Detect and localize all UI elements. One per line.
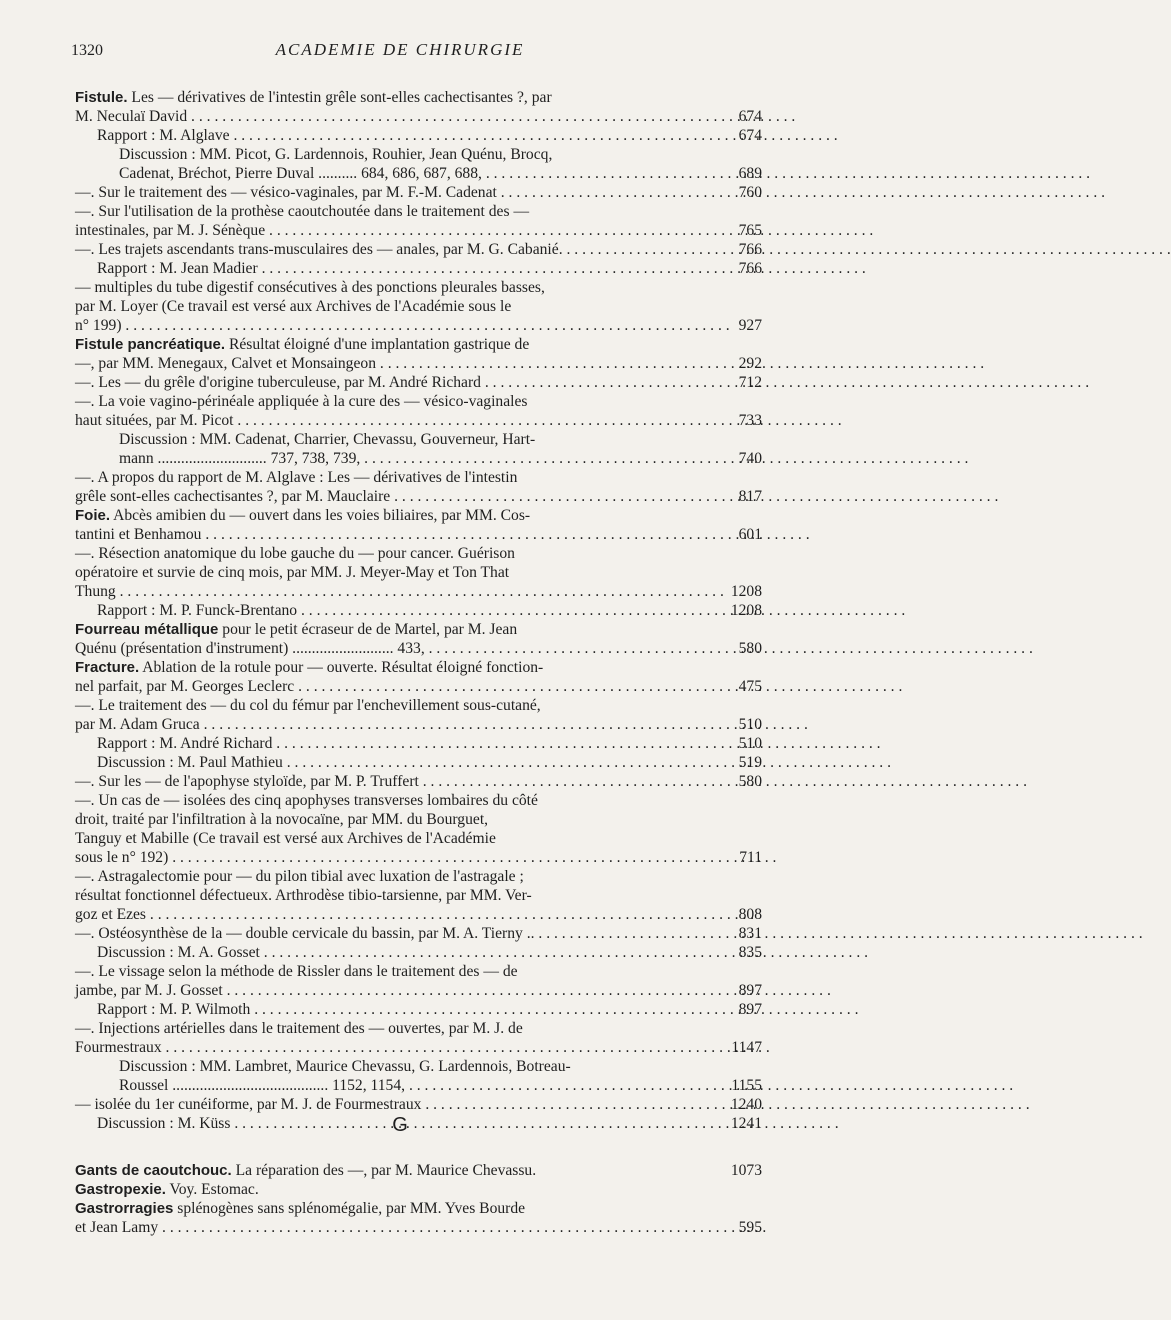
index-entry [75, 259, 762, 278]
index-entry [75, 335, 762, 373]
page-header [71, 40, 725, 66]
entry-line [75, 468, 710, 487]
index-entry [75, 183, 762, 202]
entry-line [75, 582, 710, 601]
entry-text: Tanguy et Mabille (Ce travail est versé aux Archives de l'Académie [75, 830, 496, 847]
entry-text: sous le n° 192) [75, 849, 169, 866]
entry-text: Cadenat, Bréchot, Pierre Duval .......... 684, 686, 687, 688, [119, 165, 482, 182]
entry-line [75, 810, 710, 829]
entry-text: droit, traité par l'infiltration à la novocaïne, par MM. du Bourguet, [75, 811, 489, 828]
entry-line [75, 886, 710, 905]
entry-text: —. Sur le traitement des — vésico-vaginales, par M. F.-M. Cadenat [75, 184, 497, 201]
entry-text: —. Le vissage selon la méthode de Rissler dans le traitement des — de [75, 963, 518, 980]
page-reference: 580 [738, 773, 762, 790]
page-reference: 1241 [730, 1115, 762, 1132]
entry-line [75, 848, 710, 867]
index-entry [75, 1180, 710, 1199]
entry-text: M. Neculaï David [75, 108, 188, 125]
index-entry [75, 753, 762, 772]
index-entry [75, 962, 762, 1000]
index-entry [75, 202, 762, 240]
page-reference: 519 [738, 754, 762, 771]
entry-line [97, 1057, 710, 1076]
entry-text: —. Les — du grêle d'origine tuberculeuse, par M. André Richard [75, 374, 481, 391]
entry-line [97, 164, 710, 183]
entry-text: jambe, par M. J. Gosset [75, 982, 223, 999]
entry-line [75, 297, 710, 316]
entry-line [75, 1199, 710, 1218]
page-reference: 595 [738, 1219, 762, 1236]
page-reference: 808 [738, 906, 762, 923]
entry-line [75, 1161, 710, 1180]
entry-line [75, 962, 710, 981]
page-reference: 711 [739, 849, 762, 866]
entry-line [97, 1000, 710, 1019]
entry-line [75, 1038, 710, 1057]
entry-line [97, 259, 710, 278]
index-entry [75, 506, 762, 544]
page-reference: 835 [738, 944, 762, 961]
entry-text: Thung [75, 583, 116, 600]
index-entry [75, 240, 762, 259]
entry-line [75, 829, 710, 848]
entry-text: haut situées, par M. Picot [75, 412, 234, 429]
entry-text: mann ............................ 737, 738, 739, [119, 450, 361, 467]
page-reference: 674 [738, 127, 762, 144]
entry-line [75, 544, 710, 563]
index-entry [75, 392, 762, 430]
entry-line [75, 392, 710, 411]
entry-line [97, 145, 710, 164]
entry-line [75, 335, 710, 354]
index-entry [75, 601, 762, 620]
entry-keyword: Fourreau métallique [75, 621, 219, 638]
entry-text: —. Sur l'utilisation de la prothèse caoutchoutée dans le traitement des — [75, 203, 530, 220]
entry-line [75, 658, 710, 677]
page-reference: 1147 [731, 1039, 762, 1056]
entry-text: Discussion : MM. Picot, G. Lardennois, Rouhier, Jean Quénu, Brocq, [119, 146, 553, 163]
index-entry [75, 791, 762, 867]
entry-text: Roussel ........................................ 1152, 1154, [119, 1077, 406, 1094]
page-reference: 1240 [730, 1096, 762, 1113]
entry-line [75, 240, 710, 259]
entry-line [75, 696, 710, 715]
index-entry [75, 88, 762, 126]
entry-line [75, 1095, 710, 1114]
entry-line [75, 981, 710, 1000]
entry-line [75, 1019, 710, 1038]
page-reference: 510 [738, 716, 762, 733]
entry-text: Voy. Estomac. [169, 1181, 259, 1198]
entry-line [75, 563, 710, 582]
entry-text: —. Ostéosynthèse de la — double cervicale du bassin, par M. A. Tierny .. [75, 925, 535, 942]
entry-line [97, 430, 710, 449]
index-entry [75, 544, 762, 601]
page-reference: 897 [738, 982, 762, 999]
entry-text: Discussion : M. A. Gosset [97, 944, 260, 961]
entry-keyword: Gants de caoutchouc. [75, 1162, 232, 1179]
page-reference: 740 [738, 450, 762, 467]
entry-line [75, 791, 710, 810]
entry-line [97, 1076, 710, 1095]
entry-text: Rapport : M. Alglave [97, 127, 230, 144]
page-reference: 292 [738, 355, 762, 372]
entry-line [75, 487, 710, 506]
page-reference: 601 [738, 526, 762, 543]
entry-text: —. Le traitement des — du col du fémur par l'enchevillement sous-cutané, [75, 697, 541, 714]
page-reference: 689 [738, 165, 762, 182]
entry-line [75, 107, 710, 126]
index-entry [75, 772, 762, 791]
entry-line [75, 316, 710, 335]
entry-text: par M. Loyer (Ce travail est versé aux Archives de l'Académie sous le [75, 298, 512, 315]
page-reference: 831 [738, 925, 762, 942]
entry-text: —. La voie vagino-périnéale appliquée à la cure des — vésico-vaginales [75, 393, 528, 410]
entry-text: Rapport : M. Jean Madier [97, 260, 258, 277]
page-reference: 765 [738, 222, 762, 239]
entry-line [97, 601, 710, 620]
entry-text: —. Injections artérielles dans le traitement des — ouvertes, par M. J. de [75, 1020, 523, 1037]
entry-text: —. Un cas de — isolées des cinq apophyses transverses lombaires du côté [75, 792, 538, 809]
entry-text: nel parfait, par M. Georges Leclerc [75, 678, 295, 695]
entry-text: Discussion : MM. Lambret, Maurice Chevassu, G. Lardennois, Botreau- [119, 1058, 571, 1075]
index-entry [75, 924, 762, 943]
page-reference: 674 [738, 108, 762, 125]
entry-text: et Jean Lamy [75, 1219, 159, 1236]
entry-text: Résultat éloigné d'une implantation gastrique de [228, 336, 530, 353]
entry-line [75, 772, 710, 791]
entry-line [75, 411, 710, 430]
entry-text: résultat fonctionnel défectueux. Arthrodèse tibio-tarsienne, par MM. Ver- [75, 887, 532, 904]
entry-line [75, 639, 710, 658]
entry-line [75, 88, 710, 107]
index-entry [75, 1057, 762, 1095]
entry-line [75, 506, 710, 525]
entry-line [97, 753, 710, 772]
index-entry [75, 620, 762, 658]
index-section-f [75, 88, 762, 1133]
index-entry [75, 1000, 762, 1019]
entry-line [97, 943, 710, 962]
page-reference: 897 [738, 1001, 762, 1018]
index-entry [75, 373, 762, 392]
index-entry [75, 943, 762, 962]
entry-line [97, 449, 710, 468]
entry-line [75, 715, 710, 734]
entry-text: —. Sur les — de l'apophyse styloïde, par M. P. Truffert [75, 773, 419, 790]
page-reference: 1155 [731, 1077, 762, 1094]
entry-line [75, 183, 710, 202]
index-entry [75, 1161, 762, 1180]
index-entry [75, 1019, 762, 1057]
page-reference: 760 [738, 184, 762, 201]
entry-text: opératoire et survie de cinq mois, par MM. J. Meyer-May et Ton That [75, 564, 510, 581]
entry-text: intestinales, par M. J. Sénèque [75, 222, 266, 239]
entry-text: n° 199) [75, 317, 122, 334]
page-reference: 712 [738, 374, 762, 391]
entry-line [75, 525, 710, 544]
entry-line [75, 1218, 710, 1237]
entry-text: —. A propos du rapport de M. Alglave : Les — dérivatives de l'intestin [75, 469, 518, 486]
entry-text: Fourmestraux [75, 1039, 162, 1056]
entry-keyword: Fistule. [75, 89, 128, 106]
entry-text: par M. Adam Gruca [75, 716, 200, 733]
page-reference: 580 [738, 640, 762, 657]
index-entry [75, 658, 762, 696]
entry-line [75, 924, 710, 943]
entry-line [75, 278, 710, 297]
index-entry [75, 1199, 762, 1237]
entry-text: Quénu (présentation d'instrument) .......................... 433, [75, 640, 425, 657]
entry-keyword: Foie. [75, 507, 111, 524]
entry-text: Discussion : M. Paul Mathieu [97, 754, 283, 771]
entry-line [75, 373, 710, 392]
entry-text: —. Résection anatomique du lobe gauche du — pour cancer. Guérison [75, 545, 515, 562]
page-reference: 1208 [730, 602, 762, 619]
entry-text: Rapport : M. P. Wilmoth [97, 1001, 251, 1018]
page-reference: 1208 [730, 583, 762, 600]
section-letter: G [392, 1114, 408, 1136]
entry-text: splénogènes sans splénomégalie, par MM. Yves Bourde [177, 1200, 526, 1217]
index-section-g [75, 1161, 762, 1237]
entry-keyword: Fistule pancréatique. [75, 336, 226, 353]
page-reference: 766 [738, 241, 762, 258]
entry-text: Abcès amibien du — ouvert dans les voies biliaires, par MM. Cos- [113, 507, 531, 524]
entry-line [75, 620, 710, 639]
entry-line [75, 1180, 710, 1199]
entry-keyword: Gastropexie. [75, 1181, 166, 1198]
entry-text: Rapport : M. André Richard [97, 735, 273, 752]
entry-text: grêle sont-elles cachectisantes ?, par M. Mauclaire [75, 488, 391, 505]
entry-keyword: Fracture. [75, 659, 140, 676]
entry-line [75, 202, 710, 221]
running-title: ACADEMIE DE CHIRURGIE [275, 40, 525, 59]
entry-line [97, 734, 710, 753]
page-number: 1320 [71, 42, 103, 59]
entry-text: —. Les trajets ascendants trans-musculaires des — anales, par M. G. Cabanié. [75, 241, 563, 258]
index-entry [75, 126, 762, 145]
page-reference: 1073 [730, 1162, 762, 1179]
index-entry [75, 734, 762, 753]
entry-text: Ablation de la rotule pour — ouverte. Résultat éloigné fonction- [142, 659, 544, 676]
entry-text: —. Astragalectomie pour — du pilon tibial avec luxation de l'astragale ; [75, 868, 524, 885]
page-reference: 733 [738, 412, 762, 429]
index-entry [75, 278, 762, 335]
entry-text: — isolée du 1er cunéiforme, par M. J. de Fourmestraux [75, 1096, 422, 1113]
index-entry [75, 430, 762, 468]
entry-text: Discussion : M. Küss [97, 1115, 231, 1132]
entry-text: Rapport : M. P. Funck-Brentano [97, 602, 298, 619]
entry-text: Les — dérivatives de l'intestin grêle sont-elles cachectisantes ?, par [131, 89, 552, 106]
index-entry [75, 696, 762, 734]
entry-text: goz et Ezes [75, 906, 147, 923]
entry-text: Discussion : MM. Cadenat, Charrier, Chevassu, Gouverneur, Hart- [119, 431, 536, 448]
entry-line [97, 126, 710, 145]
entry-text: tantini et Benhamou [75, 526, 202, 543]
entry-keyword: Gastrorragies [75, 1200, 174, 1217]
entry-text: —, par MM. Menegaux, Calvet et Monsaingeon [75, 355, 376, 372]
entry-line [75, 221, 710, 240]
index-entry [75, 867, 762, 924]
entry-line [75, 905, 710, 924]
page-reference: 475 [738, 678, 762, 695]
index-entry [75, 145, 762, 183]
index-entry [75, 468, 762, 506]
entry-text: La réparation des —, par M. Maurice Chevassu. [235, 1162, 537, 1179]
entry-line [75, 354, 710, 373]
entry-line [75, 867, 710, 886]
entry-line [75, 677, 710, 696]
page-reference: 817 [738, 488, 762, 505]
index-entry [75, 1095, 762, 1114]
entry-text: pour le petit écraseur de de Martel, par M. Jean [222, 621, 518, 638]
entry-text: — multiples du tube digestif consécutives à des ponctions pleurales basses, [75, 279, 545, 296]
page-reference: 927 [738, 317, 762, 334]
page-reference: 510 [738, 735, 762, 752]
page-reference: 766 [738, 260, 762, 277]
